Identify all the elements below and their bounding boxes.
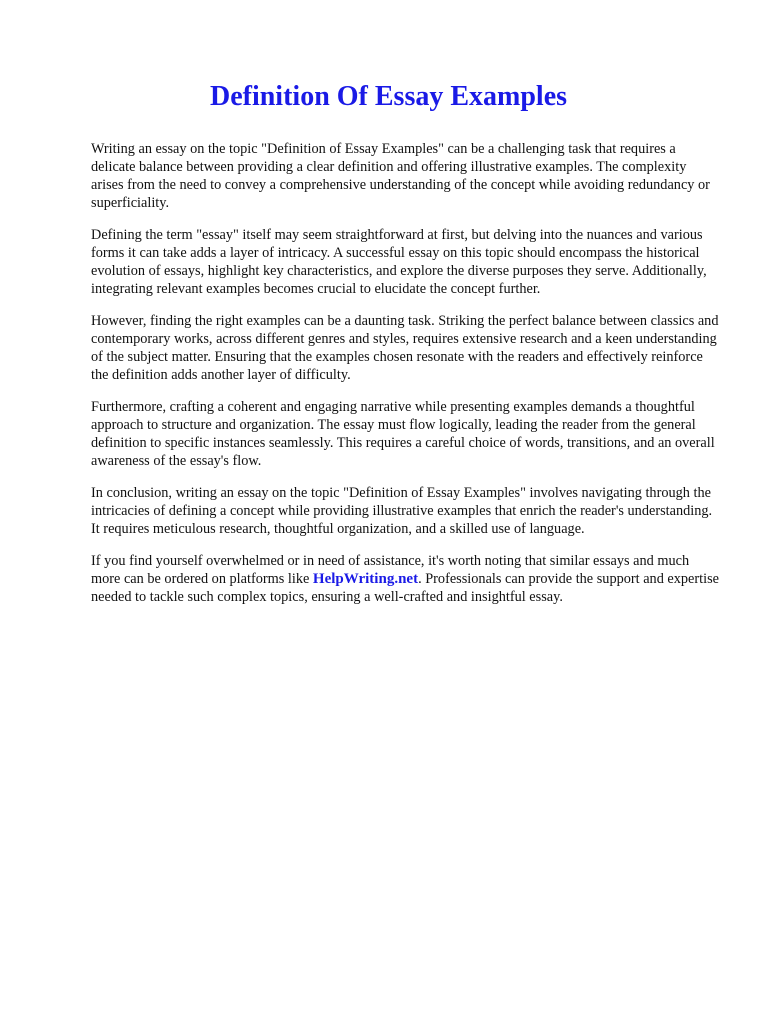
paragraph-5: In conclusion, writing an essay on the topic "Definition of Essay Examples" involves navigating through the intricacies of defining a concept while providing illustrative examples that enrich the reader's understanding. It requires meticulous research, thoughtful organization, and a skilled use of language. xyxy=(91,485,713,537)
paragraph-6 xyxy=(91,552,722,606)
paragraph-3: However, finding the right examples can be a daunting task. Striking the perfect balance between classics and contemporary works, across different genres and styles, requires extensive research and a keen understanding of the subject matter. Ensuring that the examples chosen resonate with the readers and effectively reinforce the definition adds another layer of difficulty. xyxy=(91,313,719,383)
page-title: Definition Of Essay Examples xyxy=(209,81,568,112)
paragraph-2: Defining the term "essay" itself may seem straightforward at first, but delving into the nuances and various forms it can take adds a layer of intricacy. A successful essay on this topic should encompass the historical evolution of essays, highlight key characteristics, and explore the diverse purposes they serve. Additionally, integrating relevant examples becomes crucial to elucidate the concept further. xyxy=(91,227,707,297)
paragraph-6-text-after-link: . Professionals can provide the support and expertise needed to tackle such complex topics, ensuring a well-crafted and insightful essay. xyxy=(91,571,720,605)
paragraph-1: Writing an essay on the topic "Definition of Essay Examples" can be a challenging task that requires a delicate balance between providing a clear definition and offering illustrative examples. The complexity arises from the need to convey a comprehensive understanding of the concept while avoiding redundancy or superficiality. xyxy=(91,141,710,211)
paragraph-6-text-before-link: If you find yourself overwhelmed or in need of assistance, it's worth noting that similar essays and much more can be ordered on platforms like xyxy=(91,553,690,587)
helpwriting-link[interactable]: HelpWriting.net xyxy=(312,571,419,587)
paragraph-4: Furthermore, crafting a coherent and engaging narrative while presenting examples demands a thoughtful approach to structure and organization. The essay must flow logically, leading the reader from the general definition to specific instances seamlessly. This requires a careful choice of words, transitions, and an overall awareness of the essay's flow. xyxy=(91,399,715,469)
